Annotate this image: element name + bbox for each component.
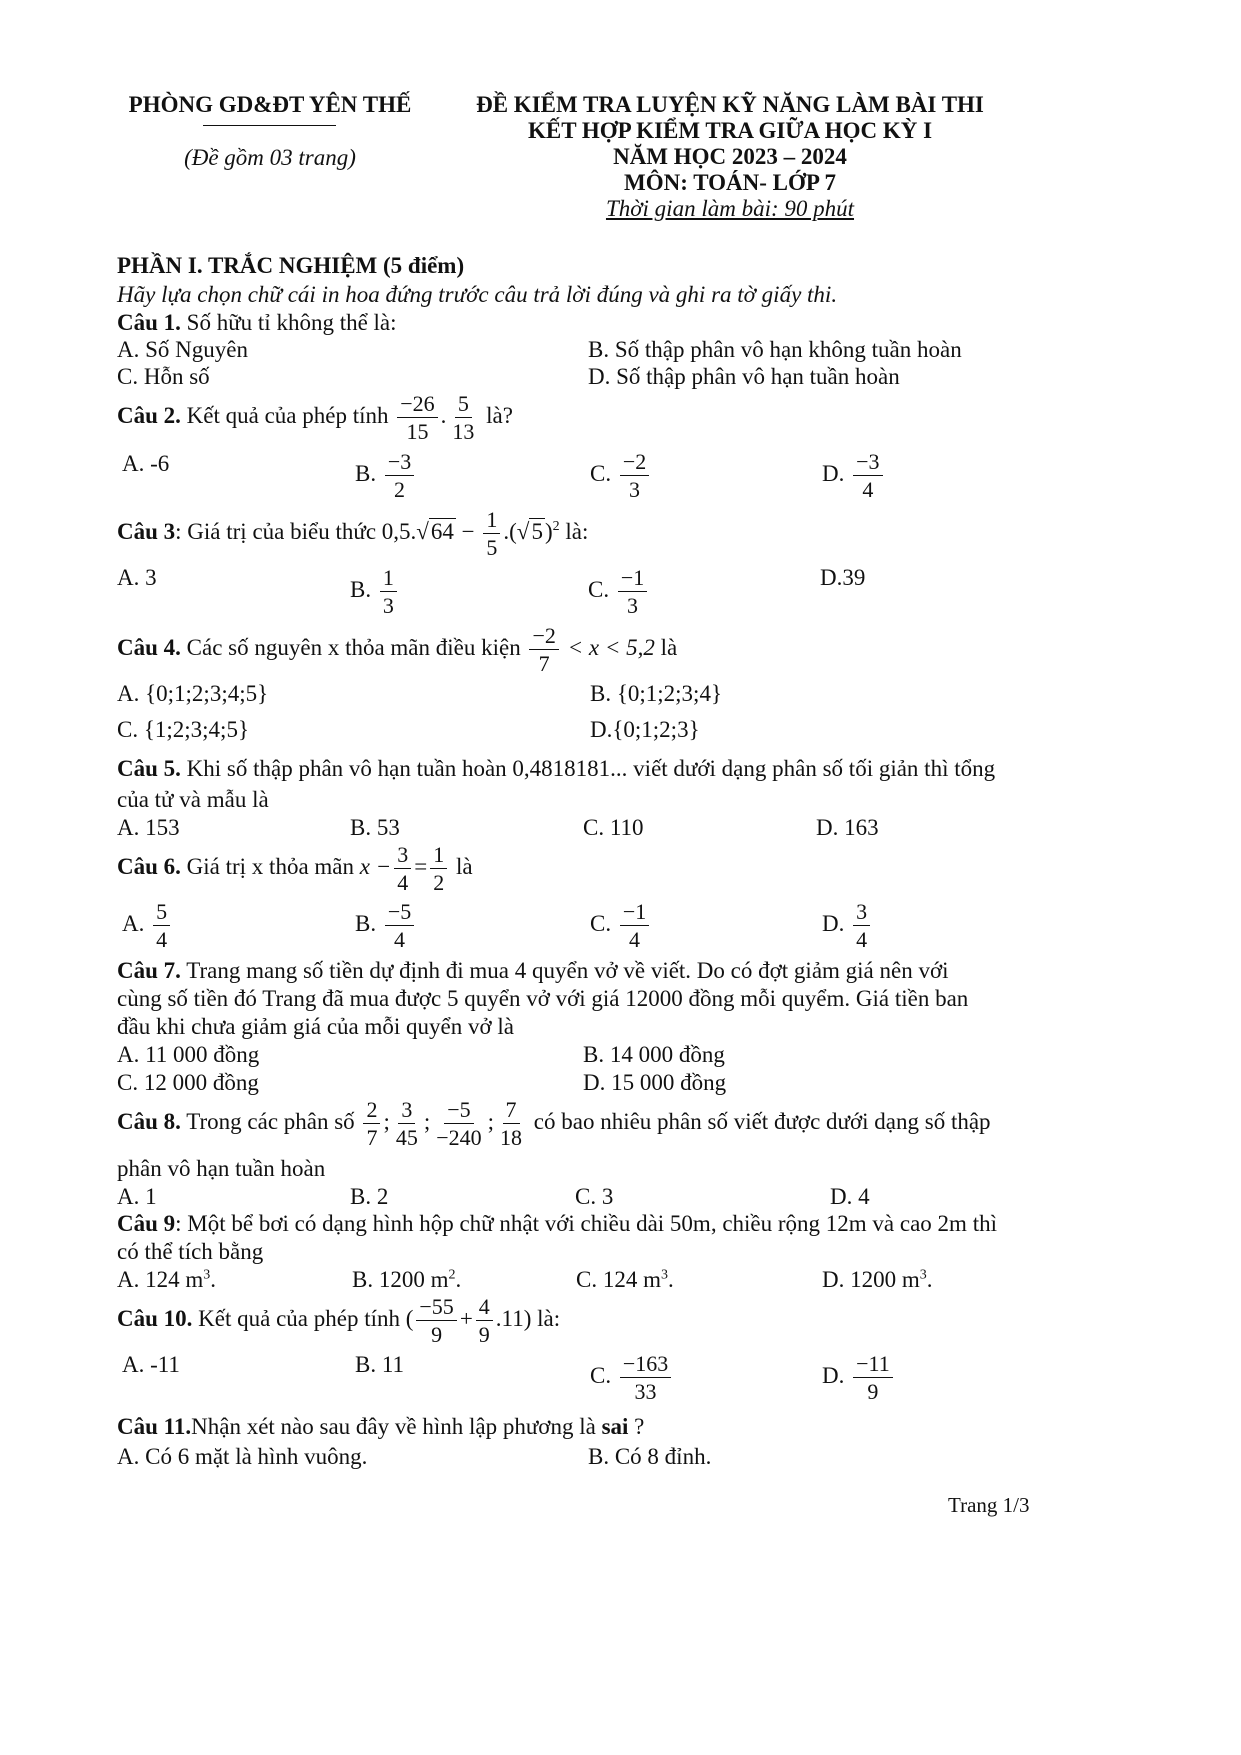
q4-option-c: C. {1;2;3;4;5} — [117, 717, 249, 742]
question-label: Câu 2. — [117, 402, 181, 428]
q3-option-d: D.39 — [820, 565, 866, 590]
q1-option-c: C. Hỗn số — [117, 364, 210, 389]
q2-option-d: D. $\frac{-3}{4}$ — [822, 450, 886, 501]
question-10: Câu 10. Kết quả của phép tính ( $\frac{-55}{9}$ + $\frac{4}{9}$ .11) là: — [117, 1294, 561, 1348]
question-tail: là: — [565, 518, 589, 544]
q8-option-b: B. 2 — [350, 1184, 389, 1209]
q5-option-a: A. 153 — [117, 815, 180, 840]
fraction: $\frac{1}{2}$ — [430, 843, 447, 894]
q6-option-a: A. $\frac{5}{4}$ — [122, 900, 173, 951]
q11-option-a: A. Có 6 mặt là hình vuông. — [117, 1444, 368, 1469]
fraction: $\frac{-2}{7}$ — [529, 624, 558, 675]
question-5-cont: của tử và mẫu là — [117, 787, 269, 812]
q7-option-b: B. 14 000 đồng — [583, 1042, 725, 1067]
fraction: $\frac{2}{7}$ — [363, 1098, 380, 1149]
question-label: Câu 8. — [117, 1108, 181, 1134]
fraction: $\frac{-55}{9}$ — [416, 1295, 456, 1346]
q10-option-c: C. $\frac{-163}{33}$ — [590, 1352, 674, 1403]
question-tail: là? — [486, 402, 513, 428]
question-label: Câu 6. — [117, 853, 181, 879]
fraction: $\frac{-26}{15}$ — [397, 392, 437, 443]
question-text: Kết quả của phép tính — [186, 402, 389, 428]
q5-option-d: D. 163 — [816, 815, 879, 840]
question-label: Câu 10. — [117, 1305, 193, 1331]
question-tail: có bao nhiêu phân số viết được dưới dạng số thập — [533, 1108, 991, 1134]
q10-option-b: B. 11 — [355, 1352, 404, 1377]
q2-option-a: A. -6 — [122, 451, 170, 476]
question-label: Câu 3 — [117, 518, 176, 544]
fraction: $\frac{5}{13}$ — [452, 391, 475, 445]
fraction: $\frac{1}{5}$ — [483, 508, 500, 559]
question-11: Câu 11.Nhận xét nào sau đây về hình lập phương là sai ? — [117, 1414, 645, 1439]
header-divider — [203, 125, 336, 126]
q11-option-b: B. Có 8 đỉnh. — [588, 1444, 712, 1469]
question-9 — [117, 1211, 997, 1237]
question-text: Khi số thập phân vô hạn tuần hoàn 0,4818181... viết dưới dạng phân số tối giản thì tổng — [186, 756, 996, 781]
question-label: Câu 11. — [117, 1414, 192, 1439]
q1-option-a: A. Số Nguyên — [117, 337, 248, 362]
fraction: $\frac{-1}{4}$ — [620, 900, 649, 951]
question-4: Câu 4. Các số nguyên x thỏa mãn điều kiện $\frac{-2}{7}$ < x < 5,2 là — [117, 623, 678, 677]
q9-option-a: A. 124 $m^3$. — [117, 1267, 216, 1292]
fraction: $\frac{-163}{33}$ — [620, 1352, 671, 1403]
school-office: PHÒNG GD&ĐT YÊN THẾ — [128, 92, 412, 117]
question-text: : Một bể bơi có dạng hình hộp chữ nhật với chiều dài 50m, chiều rộng 12m và cao 2m thì — [175, 1211, 997, 1236]
question-label: Câu 9 — [117, 1211, 176, 1236]
question-5 — [117, 756, 995, 782]
question-8-cont: phân vô hạn tuần hoàn — [117, 1156, 326, 1181]
question-label: Câu 1. — [117, 310, 181, 335]
question-label: Câu 5. — [117, 756, 181, 781]
fraction: $\frac{3}{4}$ — [394, 843, 411, 894]
instruction: Hãy lựa chọn chữ cái in hoa đứng trước câu trả lời đúng và ghi ra tờ giấy thi. — [117, 282, 838, 307]
q3-option-c: C. $\frac{-1}{3}$ — [588, 566, 650, 617]
q7-option-d: D. 15 000 đồng — [583, 1070, 727, 1095]
question-7-line2: cùng số tiền đó Trang đã mua được 5 quyển vở với giá 12000 đồng mỗi quyểm. Giá tiền ban — [117, 986, 969, 1011]
fraction: $\frac{5}{4}$ — [153, 900, 170, 951]
question-2: Câu 2. Kết quả của phép tính $\frac{-26}{15}$ . $\frac{5}{13}$ là? — [117, 391, 513, 445]
q3-option-b: B. $\frac{1}{3}$ — [350, 566, 400, 617]
part-title: PHẦN I. TRẮC NGHIỆM (5 điểm) — [117, 253, 465, 278]
q2-option-b: B. $\frac{-3}{2}$ — [355, 450, 417, 501]
question-text: Nhận xét nào sau đây về hình lập phương là — [191, 1414, 596, 1439]
fraction: $\frac{-5}{-240}$ — [436, 1097, 482, 1151]
question-text: Số hữu tỉ không thể là: — [186, 310, 397, 335]
question-text: Các số nguyên x thỏa mãn điều kiện — [186, 634, 521, 660]
q10-option-d: D. $\frac{-11}{9}$ — [822, 1352, 896, 1403]
fraction: $\frac{-3}{2}$ — [385, 450, 414, 501]
q6-option-c: C. $\frac{-1}{4}$ — [590, 900, 652, 951]
question-text: Trang mang số tiền dự định đi mua 4 quyển vở về viết. Do có đợt giảm giá nên với — [186, 958, 949, 983]
exam-title: ĐỀ KIỂM TRA LUYỆN KỸ NĂNG LÀM BÀI THI — [476, 92, 984, 117]
q4-option-d: D.{0;1;2;3} — [590, 717, 700, 742]
question-9-line2: có thể tích bằng — [117, 1239, 264, 1264]
q7-option-a: A. 11 000 đồng — [117, 1042, 260, 1067]
question-3: Câu 3: Giá trị của biểu thức 0,5.√64 − $\frac{1}{5}$ $.(√5)^2$ là: — [117, 507, 589, 561]
page-count-note: (Đề gồm 03 trang) — [184, 145, 356, 170]
q3-option-a: A. 3 — [117, 565, 157, 590]
q9-option-c: C. 124 $m^3$. — [576, 1267, 674, 1292]
fraction: $\frac{3}{45}$ — [395, 1097, 418, 1151]
q8-option-d: D. 4 — [830, 1184, 870, 1209]
fraction: $\frac{-5}{4}$ — [385, 900, 414, 951]
fraction: $\frac{-1}{3}$ — [618, 566, 647, 617]
question-text: Trong các phân số — [186, 1108, 355, 1134]
q6-option-b: B. $\frac{-5}{4}$ — [355, 900, 417, 951]
fraction: $\frac{-3}{4}$ — [853, 450, 882, 501]
fraction: $\frac{-11}{9}$ — [853, 1352, 893, 1403]
question-7 — [117, 958, 949, 984]
q4-option-b: B. {0;1;2;3;4} — [590, 681, 722, 706]
q6-option-d: D. $\frac{3}{4}$ — [822, 900, 873, 951]
question-6: Câu 6. Giá trị x thỏa mãn x − $\frac{3}{4}$ = $\frac{1}{2}$ là — [117, 842, 473, 896]
question-1 — [117, 310, 397, 336]
question-tail: là — [660, 634, 678, 660]
q5-option-c: C. 110 — [583, 815, 644, 840]
question-text: Giá trị x thỏa mãn — [186, 853, 355, 879]
q1-option-b: B. Số thập phân vô hạn không tuần hoàn — [588, 337, 962, 362]
question-tail: là — [455, 853, 473, 879]
q8-option-a: A. 1 — [117, 1184, 157, 1209]
q4-option-a: A. {0;1;2;3;4;5} — [117, 681, 269, 706]
question-8: Câu 8. Trong các phân số $\frac{2}{7}$ ; $\frac{3}{45}$ ; $\frac{-5}{-240}$ ; $\frac{7}{18}$ có bao nhiêu phân số viết được dưới dạng số thập — [117, 1097, 991, 1151]
q7-option-c: C. 12 000 đồng — [117, 1070, 259, 1095]
question-label: Câu 4. — [117, 634, 181, 660]
q5-option-b: B. 53 — [350, 815, 400, 840]
q1-option-d: D. Số thập phân vô hạn tuần hoàn — [588, 364, 900, 389]
q2-option-c: C. $\frac{-2}{3}$ — [590, 450, 652, 501]
question-text: : Giá trị của biểu thức — [175, 518, 377, 544]
page-number: Trang 1/3 — [948, 1493, 1030, 1517]
exam-subtitle: KẾT HỢP KIỂM TRA GIỮA HỌC KỲ I — [527, 118, 933, 143]
time-limit: Thời gian làm bài: 90 phút — [605, 196, 855, 221]
subject: MÔN: TOÁN- LỚP 7 — [624, 170, 836, 195]
question-text: Kết quả của phép tính ( — [198, 1305, 414, 1331]
q8-option-c: C. 3 — [575, 1184, 614, 1209]
question-label: Câu 7. — [117, 958, 181, 983]
fraction: $\frac{3}{4}$ — [853, 900, 870, 951]
fraction: $\frac{1}{3}$ — [380, 566, 397, 617]
fraction: $\frac{4}{9}$ — [476, 1295, 493, 1346]
q9-option-b: B. 1200 $m^2$. — [352, 1267, 462, 1292]
fraction: $\frac{-2}{3}$ — [620, 450, 649, 501]
fraction: $\frac{7}{18}$ — [500, 1097, 523, 1151]
school-year: NĂM HỌC 2023 – 2024 — [613, 144, 847, 169]
question-7-line3: đầu khi chưa giảm giá của mỗi quyển vở là — [117, 1014, 514, 1039]
q9-option-d: D. 1200 $m^3$. — [822, 1267, 933, 1292]
q10-option-a: A. -11 — [122, 1352, 180, 1377]
